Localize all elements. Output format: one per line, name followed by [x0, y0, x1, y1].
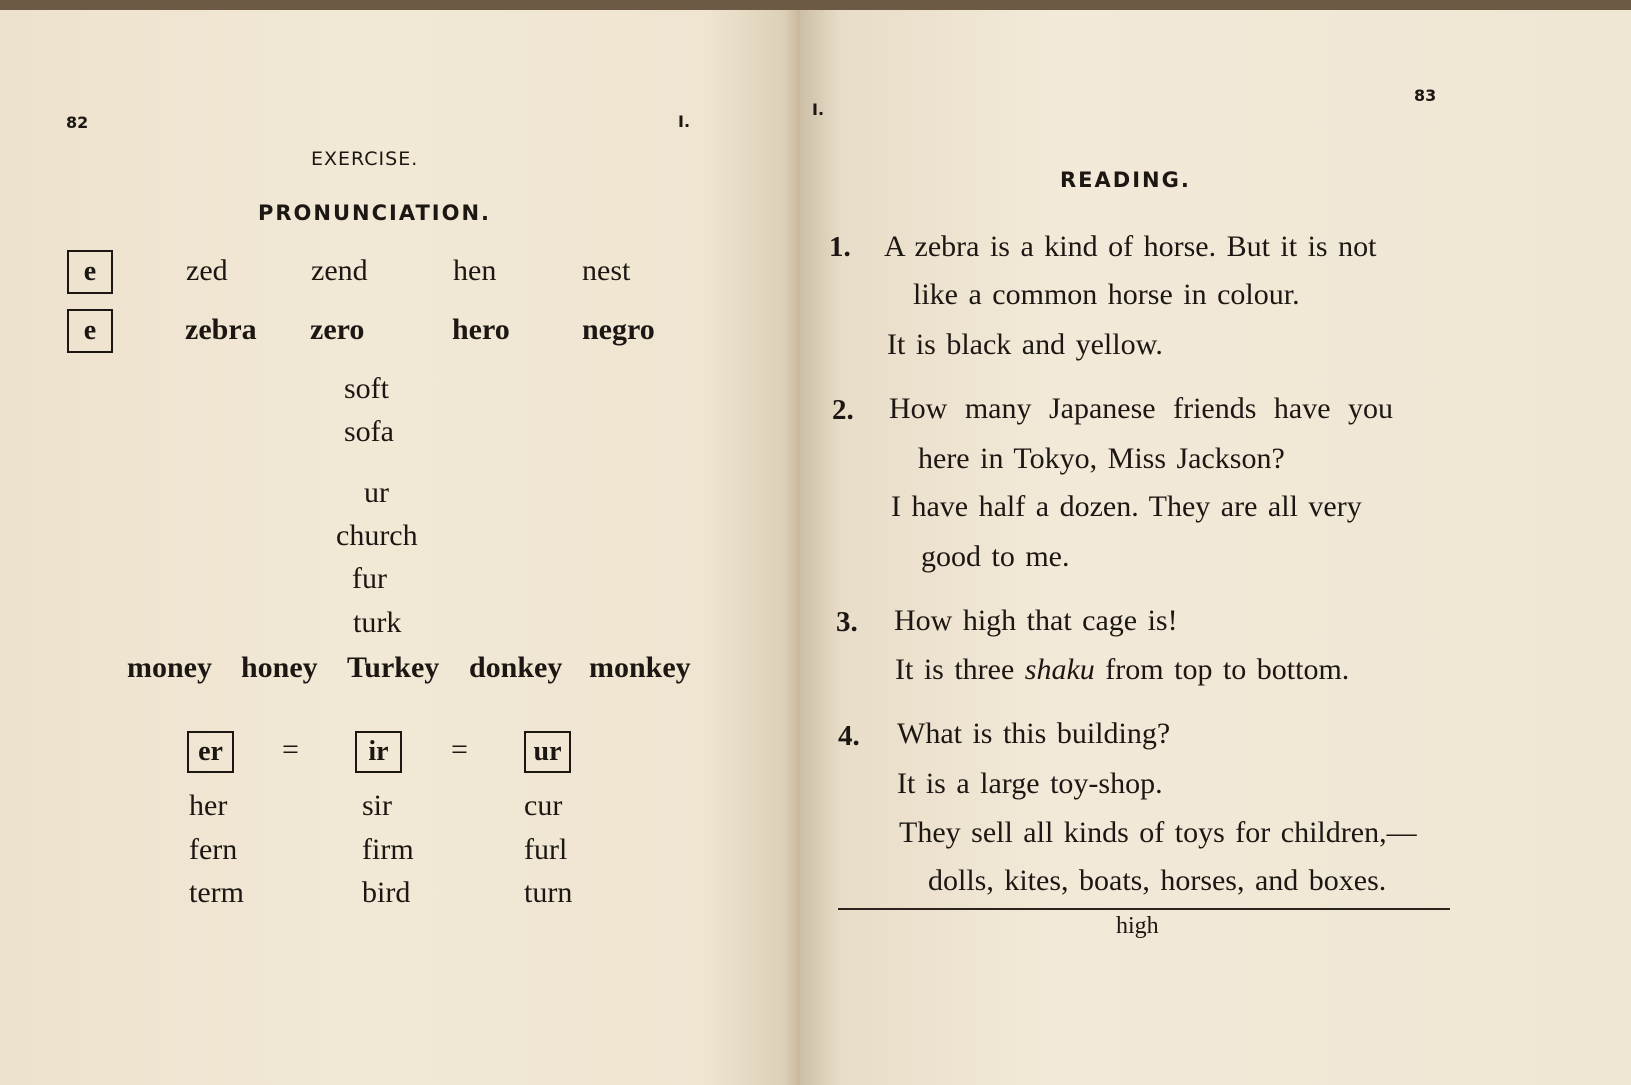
chapter-mark-left: I. [678, 112, 691, 131]
reading-line: It is black and yellow. [887, 328, 1163, 361]
reading-line: How high that cage is! [894, 604, 1178, 637]
reading-line: here in Tokyo, Miss Jackson? [918, 442, 1285, 475]
reading-title: READING. [1060, 168, 1191, 192]
reading-line: How many Japanese friends have you [889, 392, 1394, 425]
chapter-mark-right: I. [812, 100, 825, 119]
equals-sign: = [282, 733, 299, 766]
shaku-italic: shaku [1024, 653, 1095, 686]
exercise-title: EXERCISE. [311, 148, 419, 170]
word-zend: zend [311, 254, 368, 287]
reading-line: like a common horse in colour. [913, 278, 1300, 311]
footnote-high: high [1116, 913, 1159, 939]
word-negro: negro [582, 313, 655, 346]
word-cur: cur [524, 789, 563, 822]
word-church: church [336, 519, 418, 552]
word-zero: zero [310, 313, 365, 346]
word-furl: furl [524, 833, 568, 866]
word-donkey: donkey [469, 651, 563, 684]
page-number-left: 82 [66, 113, 89, 132]
word-ur: ur [364, 476, 389, 509]
word-soft: soft [344, 372, 389, 405]
word-zebra: zebra [185, 313, 257, 346]
reading-line: It is a large toy-shop. [897, 767, 1163, 800]
reading-line: good to me. [921, 540, 1070, 573]
reading-line-shaku [895, 653, 1349, 687]
page-number-right: 83 [1414, 86, 1437, 105]
word-sofa: sofa [344, 415, 394, 448]
word-turk: turk [353, 606, 402, 639]
pronunciation-title: PRONUNCIATION. [258, 201, 492, 225]
word-zed: zed [186, 254, 228, 287]
equals-sign: = [451, 733, 468, 766]
word-hen: hen [453, 254, 497, 287]
word-turn: turn [524, 876, 573, 909]
word-bird: bird [362, 876, 411, 909]
reading-line: I have half a dozen. They are all very [891, 490, 1362, 523]
item-number: 4. [838, 720, 860, 752]
left-page [0, 10, 800, 1085]
footnote-rule [838, 908, 1450, 910]
box-er: er [187, 731, 234, 773]
word-fern: fern [189, 833, 238, 866]
word-firm: firm [362, 833, 414, 866]
reading-line-part: from top to bottom. [1094, 653, 1350, 686]
word-sir: sir [362, 789, 392, 822]
word-honey: honey [241, 651, 318, 684]
word-fur: fur [352, 562, 387, 595]
reading-line: What is this building? [897, 717, 1171, 750]
word-money: money [127, 651, 212, 684]
word-nest: nest [582, 254, 631, 287]
vowel-box-e-short: e [67, 250, 113, 294]
reading-line: dolls, kites, boats, horses, and boxes. [928, 864, 1387, 897]
reading-line: They sell all kinds of toys for children,— [899, 816, 1417, 849]
item-number: 3. [836, 606, 858, 638]
item-number: 2. [832, 394, 854, 426]
word-turkey: Turkey [347, 651, 440, 684]
word-term: term [189, 876, 244, 909]
right-page [800, 10, 1631, 1085]
reading-line: A zebra is a kind of horse. But it is not [884, 230, 1377, 263]
word-monkey: monkey [589, 651, 691, 684]
item-number: 1. [829, 231, 851, 263]
word-her: her [189, 789, 228, 822]
reading-line-part: It is three [895, 653, 1025, 686]
box-ir: ir [355, 731, 402, 773]
vowel-box-e-long: e [67, 309, 113, 353]
word-hero: hero [452, 313, 510, 346]
box-ur: ur [524, 731, 571, 773]
